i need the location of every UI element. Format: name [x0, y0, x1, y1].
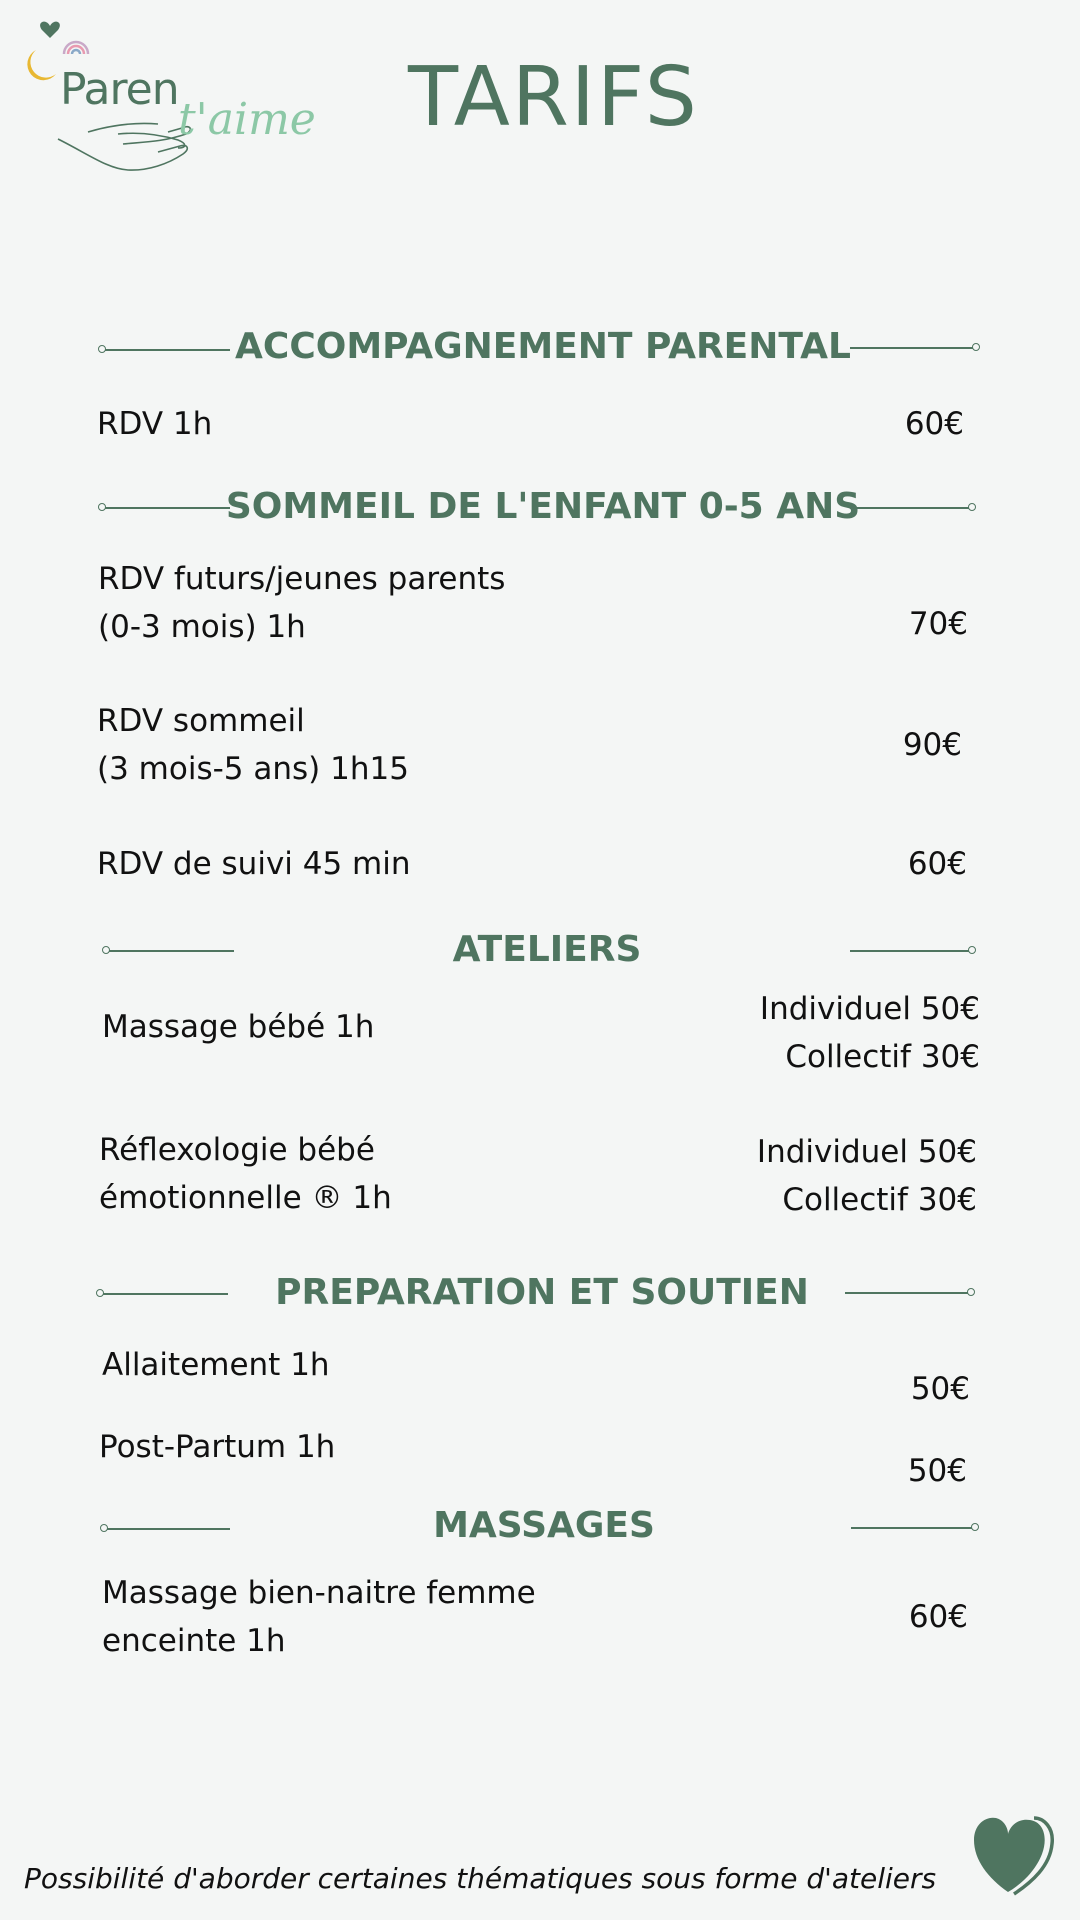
- footer-note: Possibilité d'aborder certaines thématiques sous forme d'ateliers: [24, 1862, 937, 1895]
- section-divider-left: [102, 507, 230, 509]
- section-title: SOMMEIL DE L'ENFANT 0-5 ANS: [225, 486, 861, 527]
- section-divider-left: [102, 349, 230, 351]
- section-divider-dot: [971, 1523, 979, 1531]
- brand-logo: [18, 14, 328, 184]
- service-name: Post-Partum 1h: [99, 1429, 336, 1465]
- service-price: 70€: [908, 606, 968, 642]
- page-title: TARIFS: [408, 50, 699, 145]
- service-name: émotionnelle ® 1h: [99, 1180, 392, 1216]
- service-price: 50€: [910, 1371, 970, 1407]
- section-divider-right: [851, 1527, 975, 1529]
- logo-hand-icon: [58, 123, 190, 170]
- service-price: Collectif 30€: [782, 1182, 977, 1218]
- section-divider-dot: [96, 1289, 104, 1297]
- service-name: Allaitement 1h: [102, 1347, 330, 1383]
- service-price: 60€: [904, 406, 964, 442]
- service-name: (0-3 mois) 1h: [98, 609, 306, 645]
- service-name: RDV sommeil: [97, 703, 305, 739]
- section-divider-dot: [98, 345, 106, 353]
- section-divider-dot: [972, 343, 980, 351]
- section-divider-dot: [102, 946, 110, 954]
- section-divider-dot: [100, 1524, 108, 1532]
- section-title: PREPARATION ET SOUTIEN: [275, 1272, 809, 1313]
- section-divider-dot: [967, 1288, 975, 1296]
- logo-heart-icon: [40, 22, 60, 38]
- section-divider-left: [100, 1293, 228, 1295]
- section-divider-left: [104, 1528, 230, 1530]
- service-price: Individuel 50€: [756, 1134, 977, 1170]
- service-name: Réflexologie bébé: [99, 1132, 375, 1168]
- service-name: (3 mois-5 ans) 1h15: [97, 751, 409, 787]
- service-name: RDV de suivi 45 min: [97, 846, 411, 882]
- section-title: MASSAGES: [433, 1505, 655, 1546]
- service-price: Individuel 50€: [759, 991, 980, 1027]
- service-price: 90€: [902, 727, 962, 763]
- service-name: Massage bien-naitre femme: [102, 1575, 536, 1611]
- service-name: RDV futurs/jeunes parents: [98, 561, 506, 597]
- section-divider-dot: [968, 946, 976, 954]
- service-name: enceinte 1h: [102, 1623, 286, 1659]
- section-divider-left: [106, 950, 234, 952]
- section-divider-dot: [968, 503, 976, 511]
- section-divider-right: [845, 1292, 971, 1294]
- logo-moon-icon: [27, 50, 56, 80]
- brand-name-part2: t'aime: [178, 94, 316, 145]
- section-divider-right: [850, 347, 976, 349]
- section-divider-dot: [98, 503, 106, 511]
- service-price: 50€: [907, 1453, 967, 1489]
- section-divider-right: [850, 507, 972, 509]
- service-name: Massage bébé 1h: [102, 1009, 375, 1045]
- service-price: 60€: [908, 1599, 968, 1635]
- heart-icon: [968, 1808, 1058, 1896]
- brand-name-part1: Paren: [60, 64, 179, 115]
- service-price: 60€: [907, 846, 967, 882]
- service-price: Collectif 30€: [785, 1039, 980, 1075]
- service-name: RDV 1h: [97, 406, 213, 442]
- section-divider-right: [850, 950, 972, 952]
- section-title: ACCOMPAGNEMENT PARENTAL: [235, 326, 851, 367]
- section-title: ATELIERS: [452, 929, 642, 970]
